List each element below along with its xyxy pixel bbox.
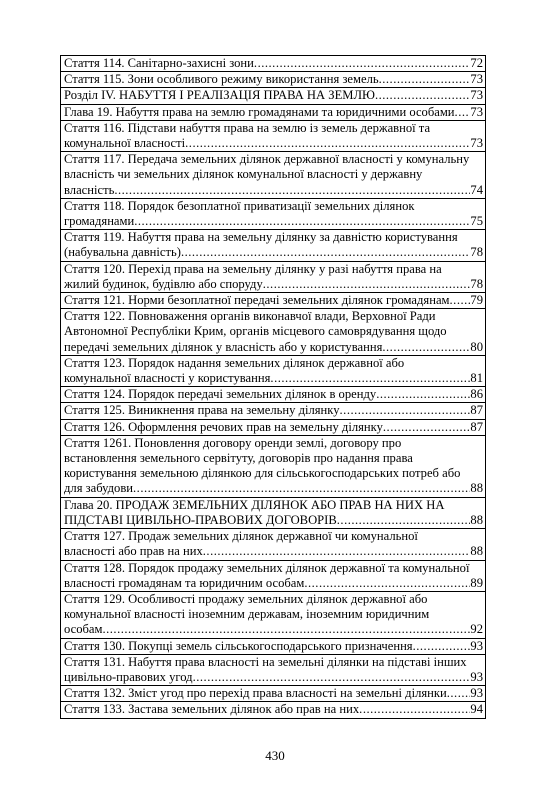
toc-entry-page: 93 xyxy=(470,686,483,701)
toc-entry-page: 72 xyxy=(470,56,483,70)
toc-entry xyxy=(61,356,485,387)
dot-leader xyxy=(455,105,471,120)
toc-entry-text: жилий будинок, будівлю або споруду xyxy=(64,276,263,291)
toc-entry-text: Стаття 119. Набуття права на земельну ділянку за давністю користування xyxy=(64,230,458,245)
toc-entry-page: 73 xyxy=(470,136,483,151)
toc-entry-text: цивільно-правових угод xyxy=(64,669,193,684)
toc-entry-text: встановлення земельного сервітуту, договорів про надання права xyxy=(64,451,413,466)
dot-leader xyxy=(134,214,470,229)
toc-entry-page: 92 xyxy=(470,622,483,637)
toc-entry-line xyxy=(64,513,483,528)
dot-leader xyxy=(340,403,471,418)
toc-entry-text: Стаття 121. Норми безоплатної передачі земельних ділянок громадянам xyxy=(64,293,450,308)
toc-entry-line xyxy=(64,214,483,229)
table-of-contents xyxy=(60,55,486,719)
toc-entry-text: Стаття 1261. Поновлення договору оренди землі, договору про xyxy=(64,435,402,450)
toc-entry xyxy=(61,702,485,718)
toc-entry-text: Стаття 122. Повноваження органів виконавчої влади, Верховної Ради xyxy=(64,309,436,324)
toc-entry-page: 73 xyxy=(470,88,483,103)
toc-entry xyxy=(61,561,485,592)
toc-entry-line xyxy=(64,88,483,103)
toc-entry xyxy=(61,639,485,655)
dot-leader xyxy=(375,88,470,103)
toc-entry-text: Стаття 120. Перехід права на земельну ділянку у разі набуття права на xyxy=(64,261,442,276)
toc-entry xyxy=(61,309,485,356)
toc-entry-line xyxy=(64,136,483,151)
toc-entry-text: власність xyxy=(64,182,115,197)
toc-entry xyxy=(61,152,485,199)
toc-entry-text: Стаття 117. Передача земельних ділянок державної власності у комунальну xyxy=(64,152,470,167)
toc-entry xyxy=(61,403,485,419)
dot-leader xyxy=(359,702,470,717)
toc-entry xyxy=(61,262,485,293)
dot-leader xyxy=(263,277,471,292)
toc-entry-text: власність чи земельних ділянок комунальної власності у державну xyxy=(64,167,423,182)
toc-entry-line xyxy=(64,72,483,87)
toc-entry-line xyxy=(64,639,483,654)
toc-entry-text: власності або прав на них xyxy=(64,544,203,559)
toc-entry-text: користування земельною ділянкою для сільськогосподарських потреб або xyxy=(64,466,461,481)
dot-leader xyxy=(304,576,470,591)
toc-entry-line xyxy=(64,544,483,559)
toc-entry-page: 93 xyxy=(470,638,483,653)
toc-entry-page: 78 xyxy=(470,276,483,291)
toc-entry-line xyxy=(64,387,483,402)
dot-leader xyxy=(450,293,471,308)
toc-entry-text: комунальної власності іноземним державам, іноземним юридичним xyxy=(64,607,430,622)
dot-leader xyxy=(337,513,471,528)
toc-entry-text: Стаття 114. Санітарно-захисні зони xyxy=(64,56,254,70)
toc-entry-text: Стаття 131. Набуття права власності на земельні ділянки на підставі інших xyxy=(64,654,467,669)
toc-entry xyxy=(61,420,485,436)
toc-entry xyxy=(61,230,485,261)
dot-leader xyxy=(270,371,470,386)
toc-entry-page: 86 xyxy=(470,387,483,402)
toc-entry-page: 93 xyxy=(470,669,483,684)
toc-entry-line xyxy=(64,670,483,685)
toc-entry xyxy=(61,592,485,639)
toc-entry-page: 87 xyxy=(470,403,483,418)
dot-leader xyxy=(413,639,471,654)
toc-entry-page: 75 xyxy=(470,214,483,229)
toc-entry-line xyxy=(64,622,483,637)
toc-entry xyxy=(61,105,485,121)
toc-entry xyxy=(61,55,485,72)
toc-entry-text: Глава 20. ПРОДАЖ ЗЕМЕЛЬНИХ ДІЛЯНОК АБО ПРАВ НА НИХ НА xyxy=(64,497,445,512)
toc-entry-line xyxy=(64,420,483,435)
toc-entry-line xyxy=(64,371,483,386)
toc-entry-page: 94 xyxy=(470,702,483,717)
dot-leader xyxy=(382,340,470,355)
toc-entry xyxy=(61,655,485,686)
toc-entry xyxy=(61,436,485,498)
toc-entry-text: Стаття 130. Покупці земель сільськогосподарського призначення xyxy=(64,638,413,653)
toc-entry-text: Стаття 128. Порядок продажу земельних ділянок державної та комунальної xyxy=(64,560,470,575)
toc-entry-page: 88 xyxy=(470,512,483,527)
toc-entry-text: Стаття 127. Продаж земельних ділянок державної чи комунальної xyxy=(64,529,418,544)
toc-entry-text: громадянами xyxy=(64,214,135,229)
toc-entry-line xyxy=(64,183,483,198)
dot-leader xyxy=(181,245,470,260)
toc-entry-text: комунальної власності у користування xyxy=(64,371,271,386)
toc-entry-text: Стаття 118. Порядок безоплатної приватизації земельних ділянок xyxy=(64,198,415,213)
toc-entry-line xyxy=(64,686,483,701)
toc-entry-text: Стаття 129. Особливості продажу земельних ділянок державної або xyxy=(64,591,428,606)
toc-entry-line xyxy=(64,277,483,292)
toc-entry-line xyxy=(64,403,483,418)
toc-entry-text: власності громадянам та юридичним особам xyxy=(64,575,305,590)
dot-leader xyxy=(379,72,471,87)
toc-entry-text: Автономної Республіки Крим, органів місцевого самоврядування щодо xyxy=(64,324,447,339)
dot-leader xyxy=(102,622,470,637)
toc-entry xyxy=(61,88,485,104)
toc-entry-page: 79 xyxy=(470,293,483,308)
toc-entry xyxy=(61,529,485,560)
toc-entry xyxy=(61,686,485,702)
toc-entry-page: 74 xyxy=(470,182,483,197)
dot-leader xyxy=(133,481,470,496)
toc-entry-text: Глава 19. Набуття права на землю громадянами та юридичними особами xyxy=(64,104,455,119)
dot-leader xyxy=(114,183,470,198)
dot-leader xyxy=(254,56,470,71)
dot-leader xyxy=(203,544,471,559)
dot-leader xyxy=(447,686,471,701)
toc-entry-line xyxy=(64,293,483,308)
toc-entry-text: Стаття 124. Порядок передачі земельних ділянок в оренду xyxy=(64,387,377,402)
toc-entry-text: особам xyxy=(64,622,103,637)
dot-leader xyxy=(185,136,470,151)
toc-entry-page: 89 xyxy=(470,575,483,590)
toc-entry xyxy=(61,498,485,529)
toc-entry-line xyxy=(64,576,483,591)
toc-entry-text: Стаття 115. Зони особливого режиму використання земель xyxy=(64,72,379,87)
dot-leader xyxy=(376,387,470,402)
toc-entry xyxy=(61,293,485,309)
toc-entry-text: Стаття 116. Підстави набуття права на землю із земель державної та xyxy=(64,120,431,135)
toc-entry-text: передачі земельних ділянок у власність або у користування xyxy=(64,339,383,354)
toc-entry xyxy=(61,72,485,88)
toc-entry-text: для забудови xyxy=(64,481,134,496)
toc-entry-text: ПІДСТАВІ ЦИВІЛЬНО-ПРАВОВИХ ДОГОВОРІВ xyxy=(64,512,337,527)
dot-leader xyxy=(383,420,471,435)
toc-entry-page: 80 xyxy=(470,339,483,354)
page-number: 430 xyxy=(265,748,285,763)
toc-entry-page: 87 xyxy=(470,419,483,434)
toc-entry-text: (набувальна давність) xyxy=(64,245,181,260)
toc-entry-page: 73 xyxy=(470,104,483,119)
toc-entry-text: Стаття 125. Виникнення права на земельну ділянку xyxy=(64,403,340,418)
toc-entry xyxy=(61,121,485,152)
toc-entry-line xyxy=(64,340,483,355)
toc-entry-page: 81 xyxy=(470,371,483,386)
toc-entry-line xyxy=(64,702,483,717)
toc-entry xyxy=(61,199,485,230)
toc-entry-page: 88 xyxy=(470,544,483,559)
toc-entry-text: Стаття 123. Порядок надання земельних ділянок державної або xyxy=(64,355,405,370)
toc-entry-text: Стаття 133. Застава земельних ділянок або прав на них xyxy=(64,702,360,717)
toc-entry-line xyxy=(64,245,483,260)
toc-entry xyxy=(61,387,485,403)
toc-entry-line xyxy=(64,481,483,496)
toc-entry-text: Стаття 132. Зміст угод про перехід права власності на земельні ділянки xyxy=(64,686,447,701)
toc-entry-text: Розділ IV. НАБУТТЯ І РЕАЛІЗАЦІЯ ПРАВА НА ЗЕМЛЮ xyxy=(64,88,375,103)
toc-entry-page: 78 xyxy=(470,245,483,260)
toc-entry-line xyxy=(64,105,483,120)
toc-entry-page: 88 xyxy=(470,481,483,496)
toc-entry-text: Стаття 126. Оформлення речових прав на земельну ділянку xyxy=(64,419,383,434)
toc-entry-page: 73 xyxy=(470,72,483,87)
toc-entry-text: комунальної власності xyxy=(64,136,186,151)
toc-entry-line xyxy=(64,56,483,71)
dot-leader xyxy=(193,670,471,685)
